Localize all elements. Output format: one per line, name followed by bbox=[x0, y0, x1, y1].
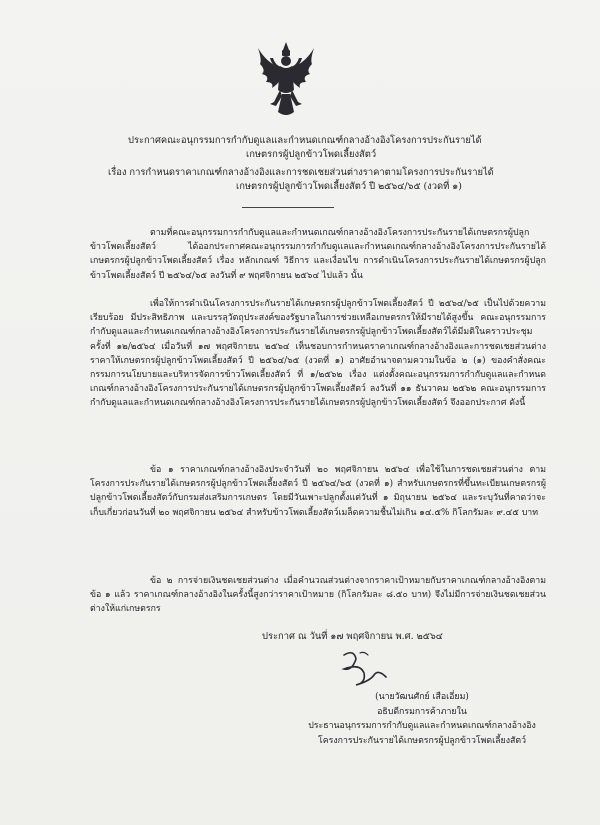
paragraph-clause-1: ข้อ ๑ ราคาเกณฑ์กลางอ้างอิงประจำวันที่ ๒๐ พฤศจิกายน ๒๕๖๔ เพื่อใช้ในการชดเชยส่วนต่าง ตามโครงการประกันรายได้เกษตรกรผู้ปลูกข้าวโพดเลี้ยงสัตว์ ปี ๒๕๖๔/๖๕ (งวดที่ ๑) สำหรับเกษตรกรที่ขึ้นทะเบียนเกษตรกรผู้ปลูกข้าวโพดเลี้ยงสัตว์กับกรมส่งเสริมการเกษตร โดยมีวันเพาะปลูกตั้งแต่วันที่ ๑ มิถุนายน ๒๕๖๔ และระบุวันที่คาดว่าจะเก็บเกี่ยวก่อนวันที่ ๒๐ พฤศจิกายน ๒๕๖๔ สำหรับข้าวโพดเลี้ยงสัตว์เมล็ดความชื้นไม่เกิน ๑๔.๕% กิโลกรัมละ ๙.๔๕ บาท bbox=[90, 465, 546, 518]
signatory-project: โครงการประกันรายได้เกษตรกรผู้ปลูกข้าวโพดเลี้ยงสัตว์ bbox=[317, 735, 527, 746]
paragraph-clause-2: ข้อ ๒ การจ่ายเงินชดเชยส่วนต่าง เมื่อคำนวณส่วนต่างจากราคาเป้าหมายกับราคาเกณฑ์กลางอ้างอิงตามข้อ ๑ แล้ว ราคาเกณฑ์กลางอ้างอิงในครั้งนี้สูงกว่าราคาเป้าหมาย (กิโลกรัมละ ๘.๕๐ บาท) จึงไม่มีการจ่ายเงินชดเชยส่วนต่างให้แก่เกษตรกร bbox=[90, 576, 546, 615]
paragraph-preamble: ตามที่คณะอนุกรรมการกำกับดูแลและกำหนดเกณฑ์กลางอ้างอิงโครงการประกันรายได้เกษตรกรผู้ปลูกข้าวโพดเลี้ยงสัตว์ ได้ออกประกาศคณะอนุกรรมการกำกับดูแลและกำหนดเกณฑ์กลางอ้างอิงโครงการประกันรายได้เกษตรกรผู้ปลูกข้าวโพดเลี้ยงสัตว์ เรื่อง หลักเกณฑ์ วิธีการ และเงื่อนไข การดำเนินโครงการประกันรายได้เกษตรกรผู้ปลูกข้าวโพดเลี้ยงสัตว์ ปี ๒๕๖๔/๖๕ ลงวันที่ ๙ พฤศจิกายน ๒๕๖๔ ไปแล้ว นั้น bbox=[90, 228, 546, 281]
header-subject-line: เรื่อง การกำหนดราคาเกณฑ์กลางอ้างอิงและการชดเชยส่วนต่างราคาตามโครงการประกันรายได้ bbox=[108, 167, 494, 178]
header-subject-line-2: เกษตรกรผู้ปลูกข้าวโพดเลี้ยงสัตว์ ปี ๒๕๖๔/๖๕ (งวดที่ ๑) bbox=[236, 181, 462, 192]
signature-block bbox=[292, 690, 552, 748]
header-line-1: ประกาศคณะอนุกรรมการกำกับดูแลและกำหนดเกณฑ์กลางอ้างอิงโครงการประกันรายได้ bbox=[128, 135, 482, 146]
handwritten-signature bbox=[330, 645, 400, 693]
header-line-2: เกษตรกรผู้ปลูกข้าวโพดเลี้ยงสัตว์ bbox=[246, 149, 377, 160]
header-divider bbox=[242, 207, 334, 208]
garuda-emblem-icon bbox=[256, 40, 316, 120]
signatory-name: (นายวัฒนศักย์ เสือเอี่ยม) bbox=[375, 692, 469, 702]
signatory-committee: ประธานอนุกรรมการกำกับดูแลและกำหนดเกณฑ์กลางอ้างอิง bbox=[308, 721, 536, 732]
paragraph-resolution: เพื่อให้การดำเนินโครงการประกันรายได้เกษตรกรผู้ปลูกข้าวโพดเลี้ยงสัตว์ ปี ๒๕๖๔/๖๕ เป็นไปด้วยความเรียบร้อย มีประสิทธิภาพ และบรรลุวัตถุประสงค์ของรัฐบาลในการช่วยเหลือเกษตรกรให้มีรายได้สูงขึ้น คณะอนุกรรมการกำกับดูแลและกำหนดเกณฑ์กลางอ้างอิงโครงการประกันรายได้เกษตรกรผู้ปลูกข้าวโพดเลี้ยงสัตว์ได้มีมติในคราวประชุม ครั้งที่ ๑๒/๒๕๖๔ เมื่อวันที่ ๑๗ พฤศจิกายน ๒๕๖๔ เห็นชอบการกำหนดราคาเกณฑ์กลางอ้างอิงและการชดเชยส่วนต่างราคาให้เกษตรกรผู้ปลูกข้าวโพดเลี้ยงสัตว์ ปี ๒๕๖๔/๖๕ (งวดที่ ๑) อาศัยอำนาจตามความในข้อ ๒ (๑) ของคำสั่งคณะกรรมการนโยบายและบริหารจัดการข้าวโพดเลี้ยงสัตว์ ที่ ๑/๒๕๖๒ เรื่อง แต่งตั้งคณะอนุกรรมการกำกับดูแลและกำหนดเกณฑ์กลางอ้างอิงโครงการประกันรายได้เกษตรกรผู้ปลูกข้าวโพดเลี้ยงสัตว์ ลงวันที่ ๑๑ ธันวาคม ๒๕๖๒ คณะอนุกรรมการกำกับดูแลและกำหนดเกณฑ์กลางอ้างอิงโครงการประกันรายได้เกษตรกรผู้ปลูกข้าวโพดเลี้ยงสัตว์ จึงออกประกาศ ดังนี้ bbox=[90, 299, 546, 409]
signatory-position: อธิบดีกรมการค้าภายใน bbox=[377, 706, 467, 717]
announcement-date: ประกาศ ณ วันที่ ๑๗ พฤศจิกายน พ.ศ. ๒๕๖๔ bbox=[262, 631, 443, 642]
